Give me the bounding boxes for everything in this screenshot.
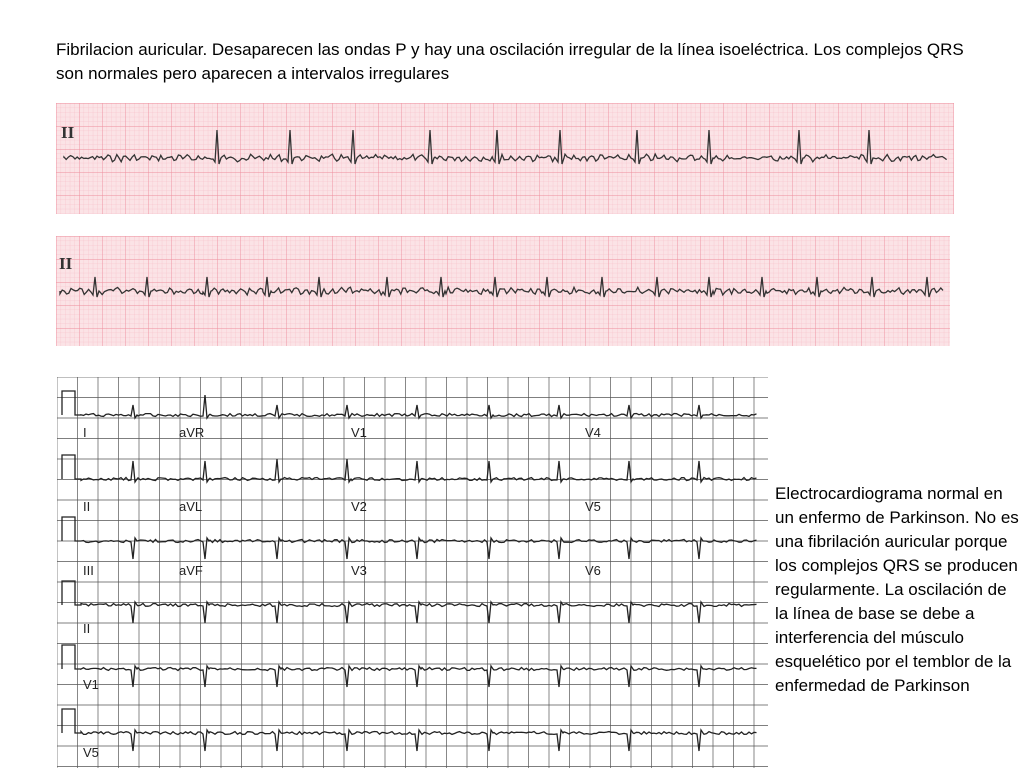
ecg-lead-label: V2 xyxy=(351,499,367,514)
ecg-lead-label: I xyxy=(83,425,87,440)
ecg-trace-row xyxy=(62,391,757,418)
ecg-lead-label: V4 xyxy=(585,425,601,440)
ecg-12-lead xyxy=(57,377,768,768)
side-note: Electrocardiograma normal en un enfermo de Parkinson. No es una fibrilación auricular porque los complejos QRS se producen regularmente. La oscilación de la línea de base se debe a interferencia del músculo esquelético por el temblor de la enfermedad de Parkinson xyxy=(775,484,1019,695)
ecg-lead-label: V1 xyxy=(83,677,99,692)
ecg-lead-label: V6 xyxy=(585,563,601,578)
ecg-strip-middle xyxy=(56,236,950,346)
ecg-lead-label: aVR xyxy=(179,425,205,440)
ecg-12-lead-labels xyxy=(83,425,601,760)
ecg-trace-row xyxy=(62,709,757,751)
lead-label-middle: II xyxy=(59,254,73,273)
ecg-strip-middle-svg xyxy=(56,236,950,346)
ecg-strip-top-svg xyxy=(56,103,954,214)
ecg-lead-label: II xyxy=(83,499,91,514)
ecg-12-lead-traces xyxy=(62,391,757,751)
ecg-lead-label: V1 xyxy=(351,425,367,440)
ecg-lead-label: aVF xyxy=(179,563,203,578)
ecg-lead-label: aVL xyxy=(179,499,203,514)
ecg-lead-label: V5 xyxy=(83,745,99,760)
ecg-lead-label: III xyxy=(83,563,94,578)
ecg-lead-label: V5 xyxy=(585,499,601,514)
ecg-lead-label: II xyxy=(83,621,91,636)
ecg-lead-label: V3 xyxy=(351,563,367,578)
header-description: Fibrilacion auricular. Desaparecen las ondas P y hay una oscilación irregular de la línea isoeléctrica. Los complejos QRS son normales pero aparecen a intervalos irregulares xyxy=(56,40,964,83)
ecg-trace-row xyxy=(62,581,757,623)
lead-label-top: II xyxy=(61,123,75,142)
ecg-12-lead-grid xyxy=(57,377,768,768)
ecg-12-lead-svg xyxy=(57,377,768,768)
ecg-trace-row xyxy=(62,517,757,559)
ecg-trace-row xyxy=(62,645,757,687)
ecg-strip-top xyxy=(56,103,954,214)
